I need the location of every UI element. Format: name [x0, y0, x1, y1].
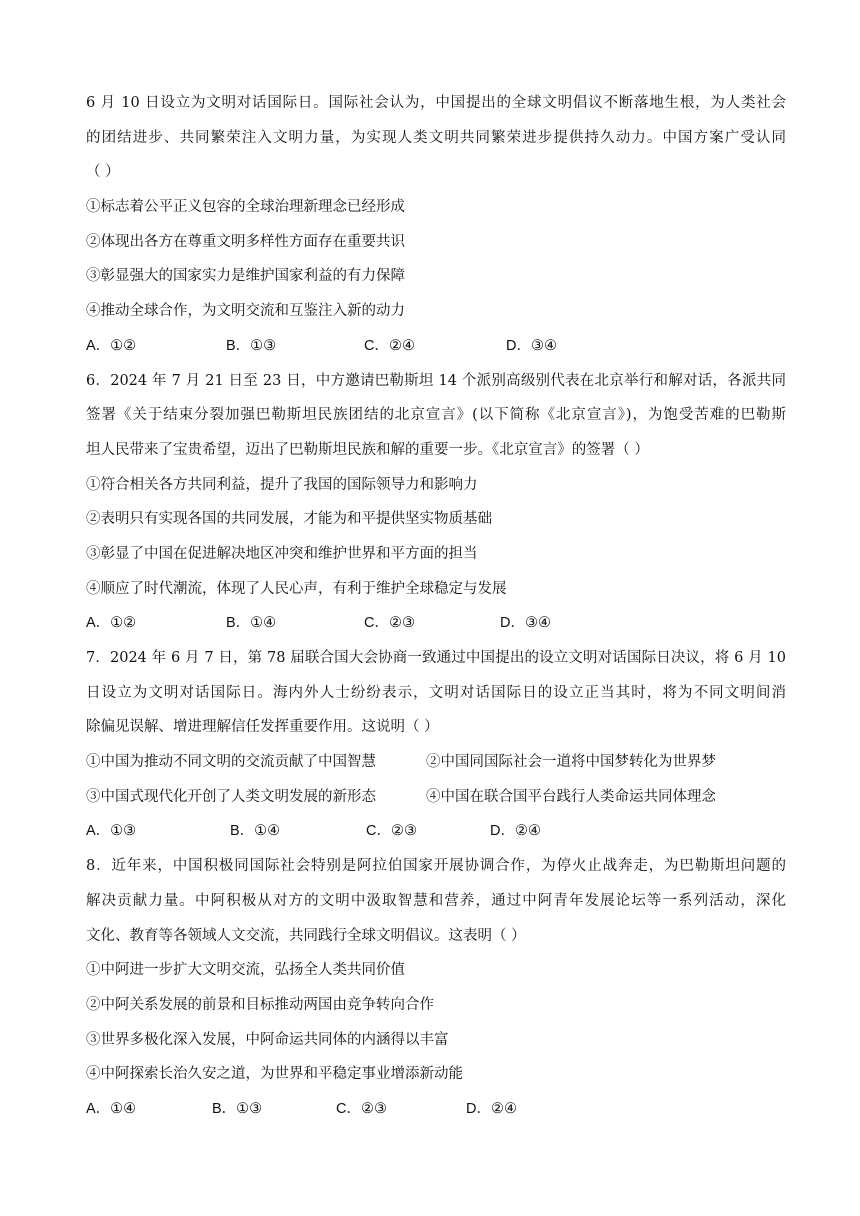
option-letter: D．: [506, 337, 531, 354]
option-text: ③④: [524, 615, 551, 632]
statement-item: ③中国式现代化开创了人类文明发展的新形态: [86, 788, 376, 805]
option-c: [366, 814, 490, 849]
statement-item: ①中阿进一步扩大文明交流，弘扬全人类共同价值: [86, 962, 405, 979]
option-letter: B．: [226, 337, 251, 354]
option-text: ①②: [110, 615, 137, 632]
option-letter: C．: [366, 823, 391, 840]
option-text: ①②: [110, 337, 137, 354]
option-letter: D．: [490, 823, 515, 840]
option-text: ①③: [250, 337, 277, 354]
option-text: ②④: [388, 337, 415, 354]
question-6: [86, 364, 786, 642]
question-stem-line: 文化、教育等各领域人文交流，共同践行全球文明倡议。这表明（ ）: [86, 927, 526, 944]
question-stem-line: 6 月 10 日设立为文明对话国际日。国际社会认为，中国提出的全球文明倡议不断落地生根，为人类社会: [86, 95, 786, 111]
answer-options: [86, 329, 786, 364]
option-letter: B．: [226, 615, 251, 632]
option-a: [86, 814, 230, 849]
option-letter: A．: [86, 615, 111, 632]
answer-options: [86, 606, 786, 641]
option-c: [364, 329, 506, 364]
option-d: [506, 329, 557, 364]
option-letter: C．: [336, 1100, 361, 1117]
statement-item: ①符合相关各方共同利益，提升了我国的国际领导力和影响力: [86, 476, 478, 493]
question-stem-line: 6．2024 年 7 月 21 日至 23 日，中方邀请巴勒斯坦 14 个派别高级别代表在北京举行和解对话，各派共同: [86, 372, 786, 389]
option-d: [466, 1092, 517, 1127]
option-letter: A．: [86, 1100, 111, 1117]
answer-blank: （ ）: [86, 164, 120, 181]
option-d: [490, 814, 541, 849]
option-c: [364, 606, 500, 641]
statement-pair: [86, 780, 786, 815]
question-stem-line: 签署《关于结束分裂加强巴勒斯坦民族团结的北京宣言》(以下简称《北京宣言》)，为饱受苦难的巴勒斯: [86, 407, 786, 424]
option-letter: D．: [466, 1100, 491, 1117]
statement-item: ①中国为推动不同文明的交流贡献了中国智慧: [86, 754, 376, 771]
answer-options: [86, 814, 786, 849]
answer-options: [86, 1092, 786, 1127]
option-letter: B．: [212, 1100, 237, 1117]
option-a: [86, 1092, 212, 1127]
option-text: ①③: [236, 1100, 263, 1117]
statement-item: ②体现出各方在尊重文明多样性方面存在重要共识: [86, 233, 405, 250]
question-7: [86, 641, 786, 849]
option-text: ①④: [250, 615, 277, 632]
question-stem-line: 日设立为文明对话国际日。海内外人士纷纷表示，文明对话国际日的设立正当其时，将为不同文明间消: [86, 684, 786, 701]
statement-item: ④中国在联合国平台践行人类命运共同体理念: [426, 788, 716, 805]
question-stem-line: 8．近年来，中国积极同国际社会特别是阿拉伯国家开展协调合作，为停火止战奔走，为巴勒斯坦问题的: [86, 858, 786, 875]
exam-page: [86, 86, 786, 1127]
option-text: ③④: [530, 337, 557, 354]
option-text: ②④: [490, 1100, 517, 1117]
question-stem-line: 除偏见误解、增进理解信任发挥重要作用。这说明（ ）: [86, 719, 439, 736]
option-text: ②③: [388, 615, 415, 632]
option-letter: C．: [364, 615, 389, 632]
option-text: ①④: [254, 823, 281, 840]
option-letter: C．: [364, 337, 389, 354]
option-letter: A．: [86, 337, 111, 354]
option-letter: A．: [86, 823, 111, 840]
statement-item: ②表明只有实现各国的共同发展，才能为和平提供坚实物质基础: [86, 511, 492, 528]
option-b: [226, 329, 364, 364]
option-letter: B．: [230, 823, 255, 840]
question-stem-line: 的团结进步、共同繁荣注入文明力量，为实现人类文明共同繁荣进步提供持久动力。中国方案广受认同: [86, 129, 786, 146]
option-a: [86, 606, 226, 641]
statement-item: ③彰显强大的国家实力是维护国家利益的有力保障: [86, 268, 405, 285]
option-d: [500, 606, 551, 641]
option-a: [86, 329, 226, 364]
option-b: [226, 606, 364, 641]
option-text: ①③: [110, 823, 137, 840]
option-text: ①④: [110, 1100, 137, 1117]
option-b: [230, 814, 366, 849]
statement-item: ①标志着公平正义包容的全球治理新理念已经形成: [86, 199, 405, 216]
option-c: [336, 1092, 466, 1127]
question-stem-line: 坦人民带来了宝贵希望，迈出了巴勒斯坦民族和解的重要一步。《北京宣言》的签署（ ）: [86, 441, 649, 458]
statement-item: ②中阿关系发展的前景和目标推动两国由竞争转向合作: [86, 996, 434, 1013]
question-stem-line: 解决贡献力量。中阿积极从对方的文明中汲取智慧和营养，通过中阿青年发展论坛等一系列活动，深化: [86, 892, 786, 909]
option-b: [212, 1092, 336, 1127]
question-8: [86, 849, 786, 1127]
statement-item: ③世界多极化深入发展，中阿命运共同体的内涵得以丰富: [86, 1031, 449, 1048]
statement-item: ④中阿探索长治久安之道，为世界和平稳定事业增添新动能: [86, 1066, 463, 1083]
question-5: [86, 86, 786, 364]
statement-item: ④推动全球合作，为文明交流和互鉴注入新的动力: [86, 303, 405, 320]
option-text: ②③: [360, 1100, 387, 1117]
statement-item: ②中国同国际社会一道将中国梦转化为世界梦: [426, 754, 716, 771]
option-text: ②④: [514, 823, 541, 840]
statement-item: ④顺应了时代潮流，体现了人民心声，有利于维护全球稳定与发展: [86, 580, 507, 597]
statement-pair: [86, 745, 786, 780]
option-text: ②③: [390, 823, 417, 840]
option-letter: D．: [500, 615, 525, 632]
question-stem-line: 7．2024 年 6 月 7 日，第 78 届联合国大会协商一致通过中国提出的设立文明对话国际日决议，将 6 月 10: [86, 650, 786, 666]
statement-item: ③彰显了中国在促进解决地区冲突和维护世界和平方面的担当: [86, 545, 478, 562]
